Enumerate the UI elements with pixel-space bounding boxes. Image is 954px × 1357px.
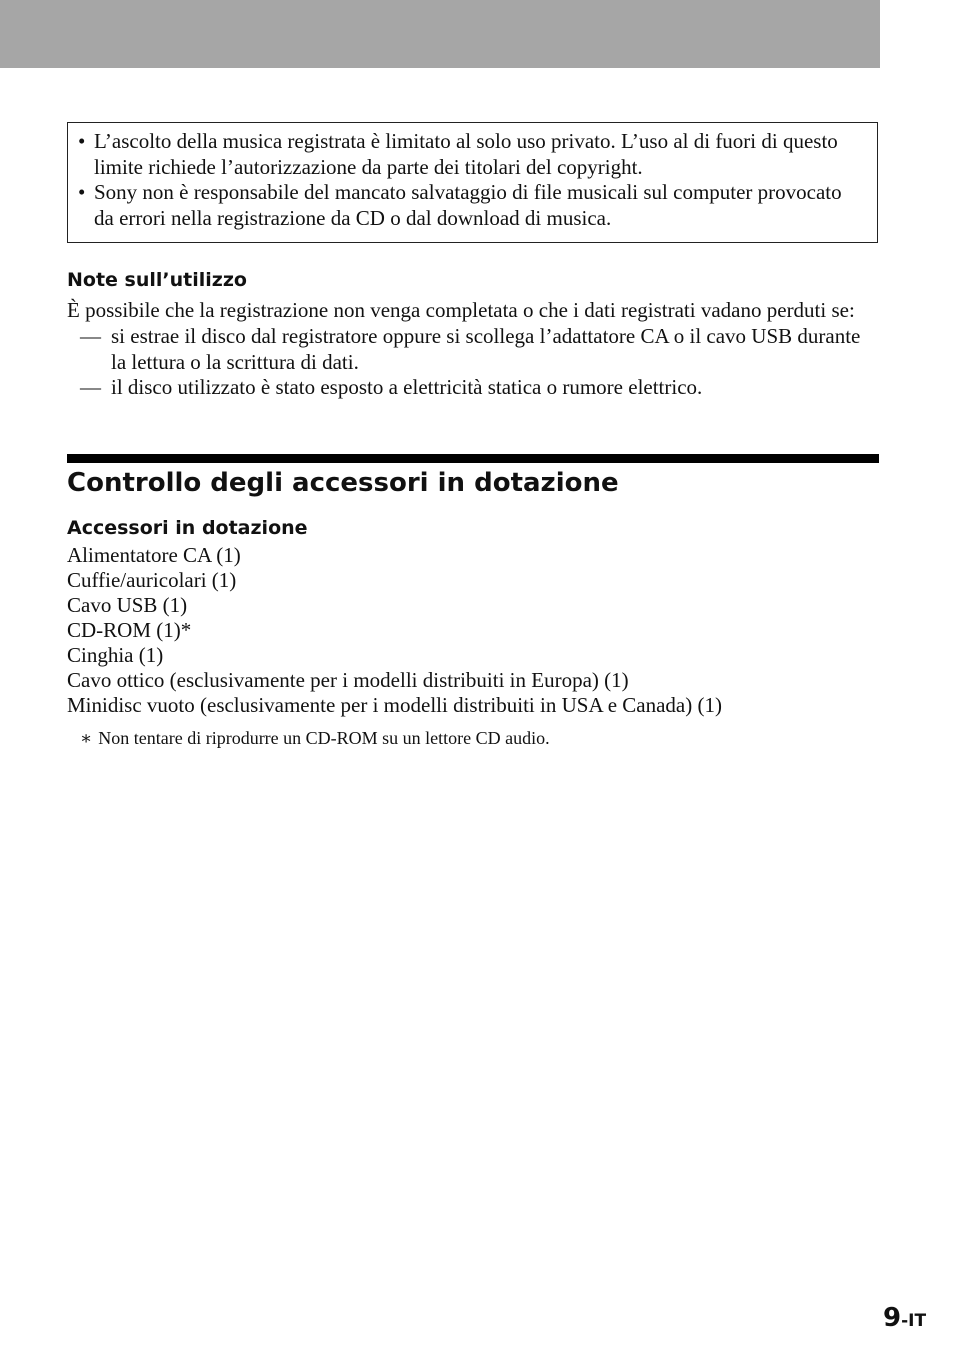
notes-heading: Note sull’utilizzo <box>67 269 247 291</box>
footnote <box>80 727 550 749</box>
notice-box <box>67 122 878 243</box>
notes-item-text: si estrae il disco dal registratore oppure si scollega l’adattatore CA o il cavo USB durante la lettura o la scrittura di dati. <box>111 324 861 374</box>
list-item: Cinghia (1) <box>67 643 164 667</box>
page-number <box>883 1302 926 1337</box>
notes-list-item <box>80 324 880 375</box>
notes-list-item <box>80 375 880 401</box>
bullet-icon: • <box>78 129 86 153</box>
list-item: Cavo ottico (esclusivamente per i modelli distribuiti in Europa) (1) <box>67 668 629 692</box>
notes-list <box>80 324 880 401</box>
asterisk-icon: ∗ <box>80 728 93 748</box>
accessories-list <box>67 543 722 718</box>
footnote-text: Non tentare di riprodurre un CD-ROM su un lettore CD audio. <box>98 728 550 748</box>
section-divider <box>67 454 879 463</box>
list-item: Minidisc vuoto (esclusivamente per i modelli distribuiti in USA e Canada) (1) <box>67 693 722 717</box>
section-title: Controllo degli accessori in dotazione <box>67 468 619 498</box>
page-language-suffix: -IT <box>901 1311 927 1331</box>
list-item: Alimentatore CA (1) <box>67 543 241 567</box>
accessories-heading: Accessori in dotazione <box>67 517 308 539</box>
notice-item <box>78 129 865 180</box>
notice-text: Sony non è responsabile del mancato salvataggio di file musicali sul computer provocato da errori nella registrazione da CD o dal download di musica. <box>94 180 842 230</box>
dash-icon: — <box>80 375 101 399</box>
list-item: CD-ROM (1)* <box>67 618 192 642</box>
bullet-icon: • <box>78 180 86 204</box>
notice-text: L’ascolto della musica registrata è limitato al solo uso privato. L’uso al di fuori di questo limite richiede l’autorizzazione da parte dei titolari del copyright. <box>94 129 838 179</box>
header-band <box>0 0 880 68</box>
list-item: Cuffie/auricolari (1) <box>67 568 237 592</box>
dash-icon: — <box>80 324 101 348</box>
notice-item <box>78 180 865 231</box>
notes-item-text: il disco utilizzato è stato esposto a elettricità statica o rumore elettrico. <box>111 375 703 399</box>
notes-intro: È possibile che la registrazione non venga completata o che i dati registrati vadano perduti se: <box>67 298 855 322</box>
list-item: Cavo USB (1) <box>67 593 188 617</box>
page-number-value: 9 <box>883 1303 902 1333</box>
